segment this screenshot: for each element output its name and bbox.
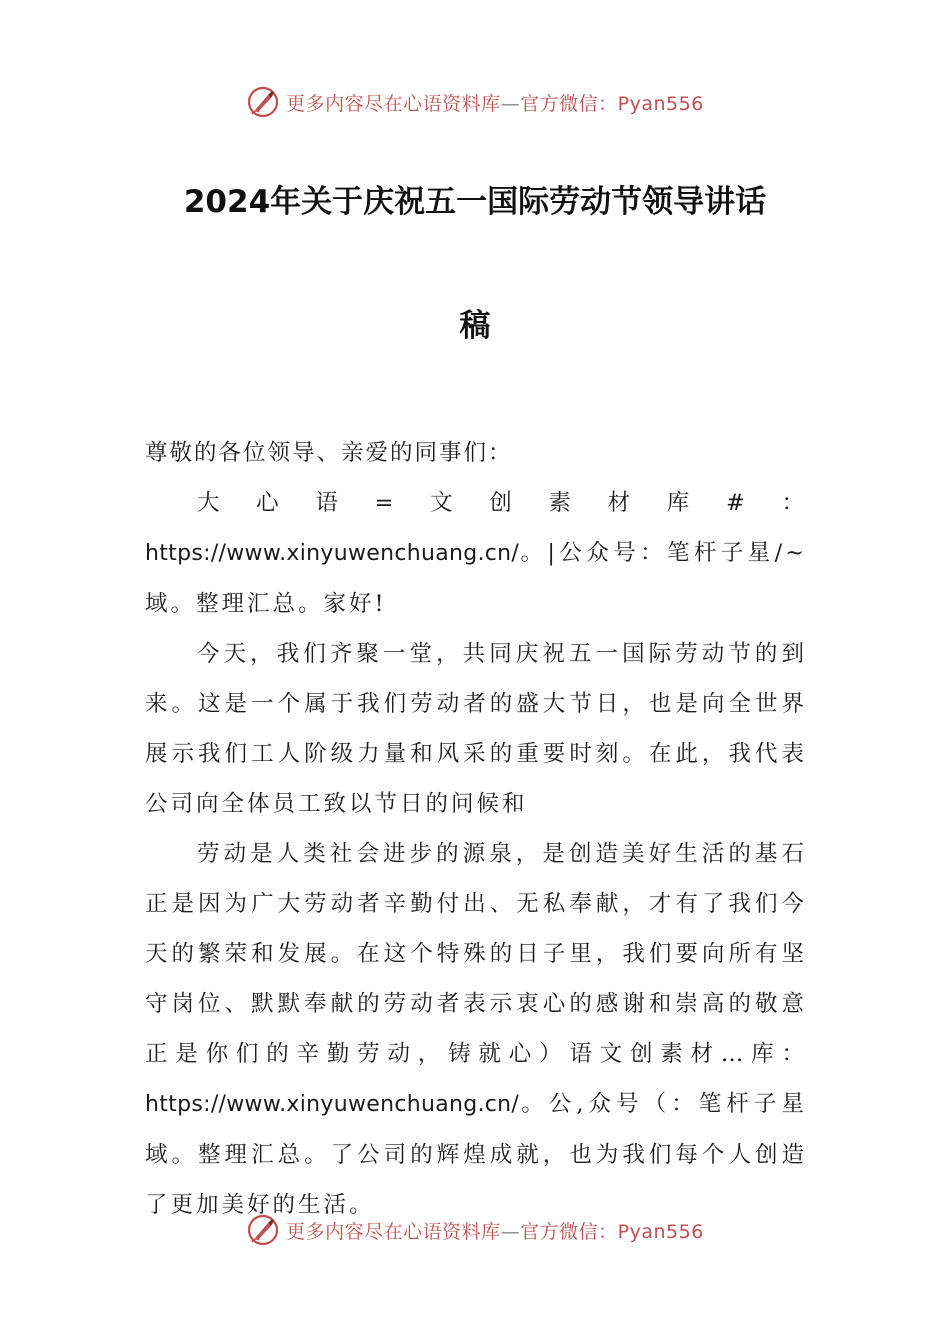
footer-watermark	[0, 1210, 950, 1250]
website-link: https://www.xinyuwenchuang.cn/	[145, 1092, 520, 1117]
website-link: https://www.xinyuwenchuang.cn/	[145, 541, 520, 566]
paragraph-2: 今天，我们齐聚一堂，共同庆祝五一国际劳动节的到来。这是一个属于我们劳动者的盛大节日，也是向全世界展示我们工人阶级力量和风采的重要时刻。在此，我代表公司向全体员工致以节日的问候和	[145, 641, 807, 817]
paragraph-1: 大心语=文创素材库#：https://www.xinyuwenchuang.cn/。|公众号：笔杆子星/~域。整理汇总。家好!	[145, 490, 807, 617]
watermark-text: 更多内容尽在心语资料库—官方微信：Pyan556	[286, 1220, 704, 1243]
header-watermark	[0, 82, 950, 122]
greeting: 尊敬的各位领导、亲爱的同事们：	[145, 440, 513, 466]
document-title-line1: 2024年关于庆祝五一国际劳动节领导讲话	[183, 184, 767, 220]
pen-logo-icon	[246, 85, 280, 119]
document-title-line2: 稿	[459, 308, 491, 344]
paragraph-3: 劳动是人类社会进步的源泉，是创造美好生活的基石正是因为广大劳动者辛勤付出、无私奉献，才有了我们今天的繁荣和发展。在这个特殊的日子里，我们要向所有坚守岗位、默默奉献的劳动者表示衷心的感谢和崇高的敬意正是你们的辛勤劳动，铸就心）语文创素材…库：https://www.xinyuwenchuang.cn/。公,众号（：笔杆子星域。整理汇总。了公司的辉煌成就，也为我们每个人创造了更加美好的生活。	[145, 841, 807, 1218]
document-body	[145, 428, 807, 1230]
pen-logo-icon	[246, 1213, 280, 1247]
watermark-text: 更多内容尽在心语资料库—官方微信：Pyan556	[286, 92, 704, 115]
